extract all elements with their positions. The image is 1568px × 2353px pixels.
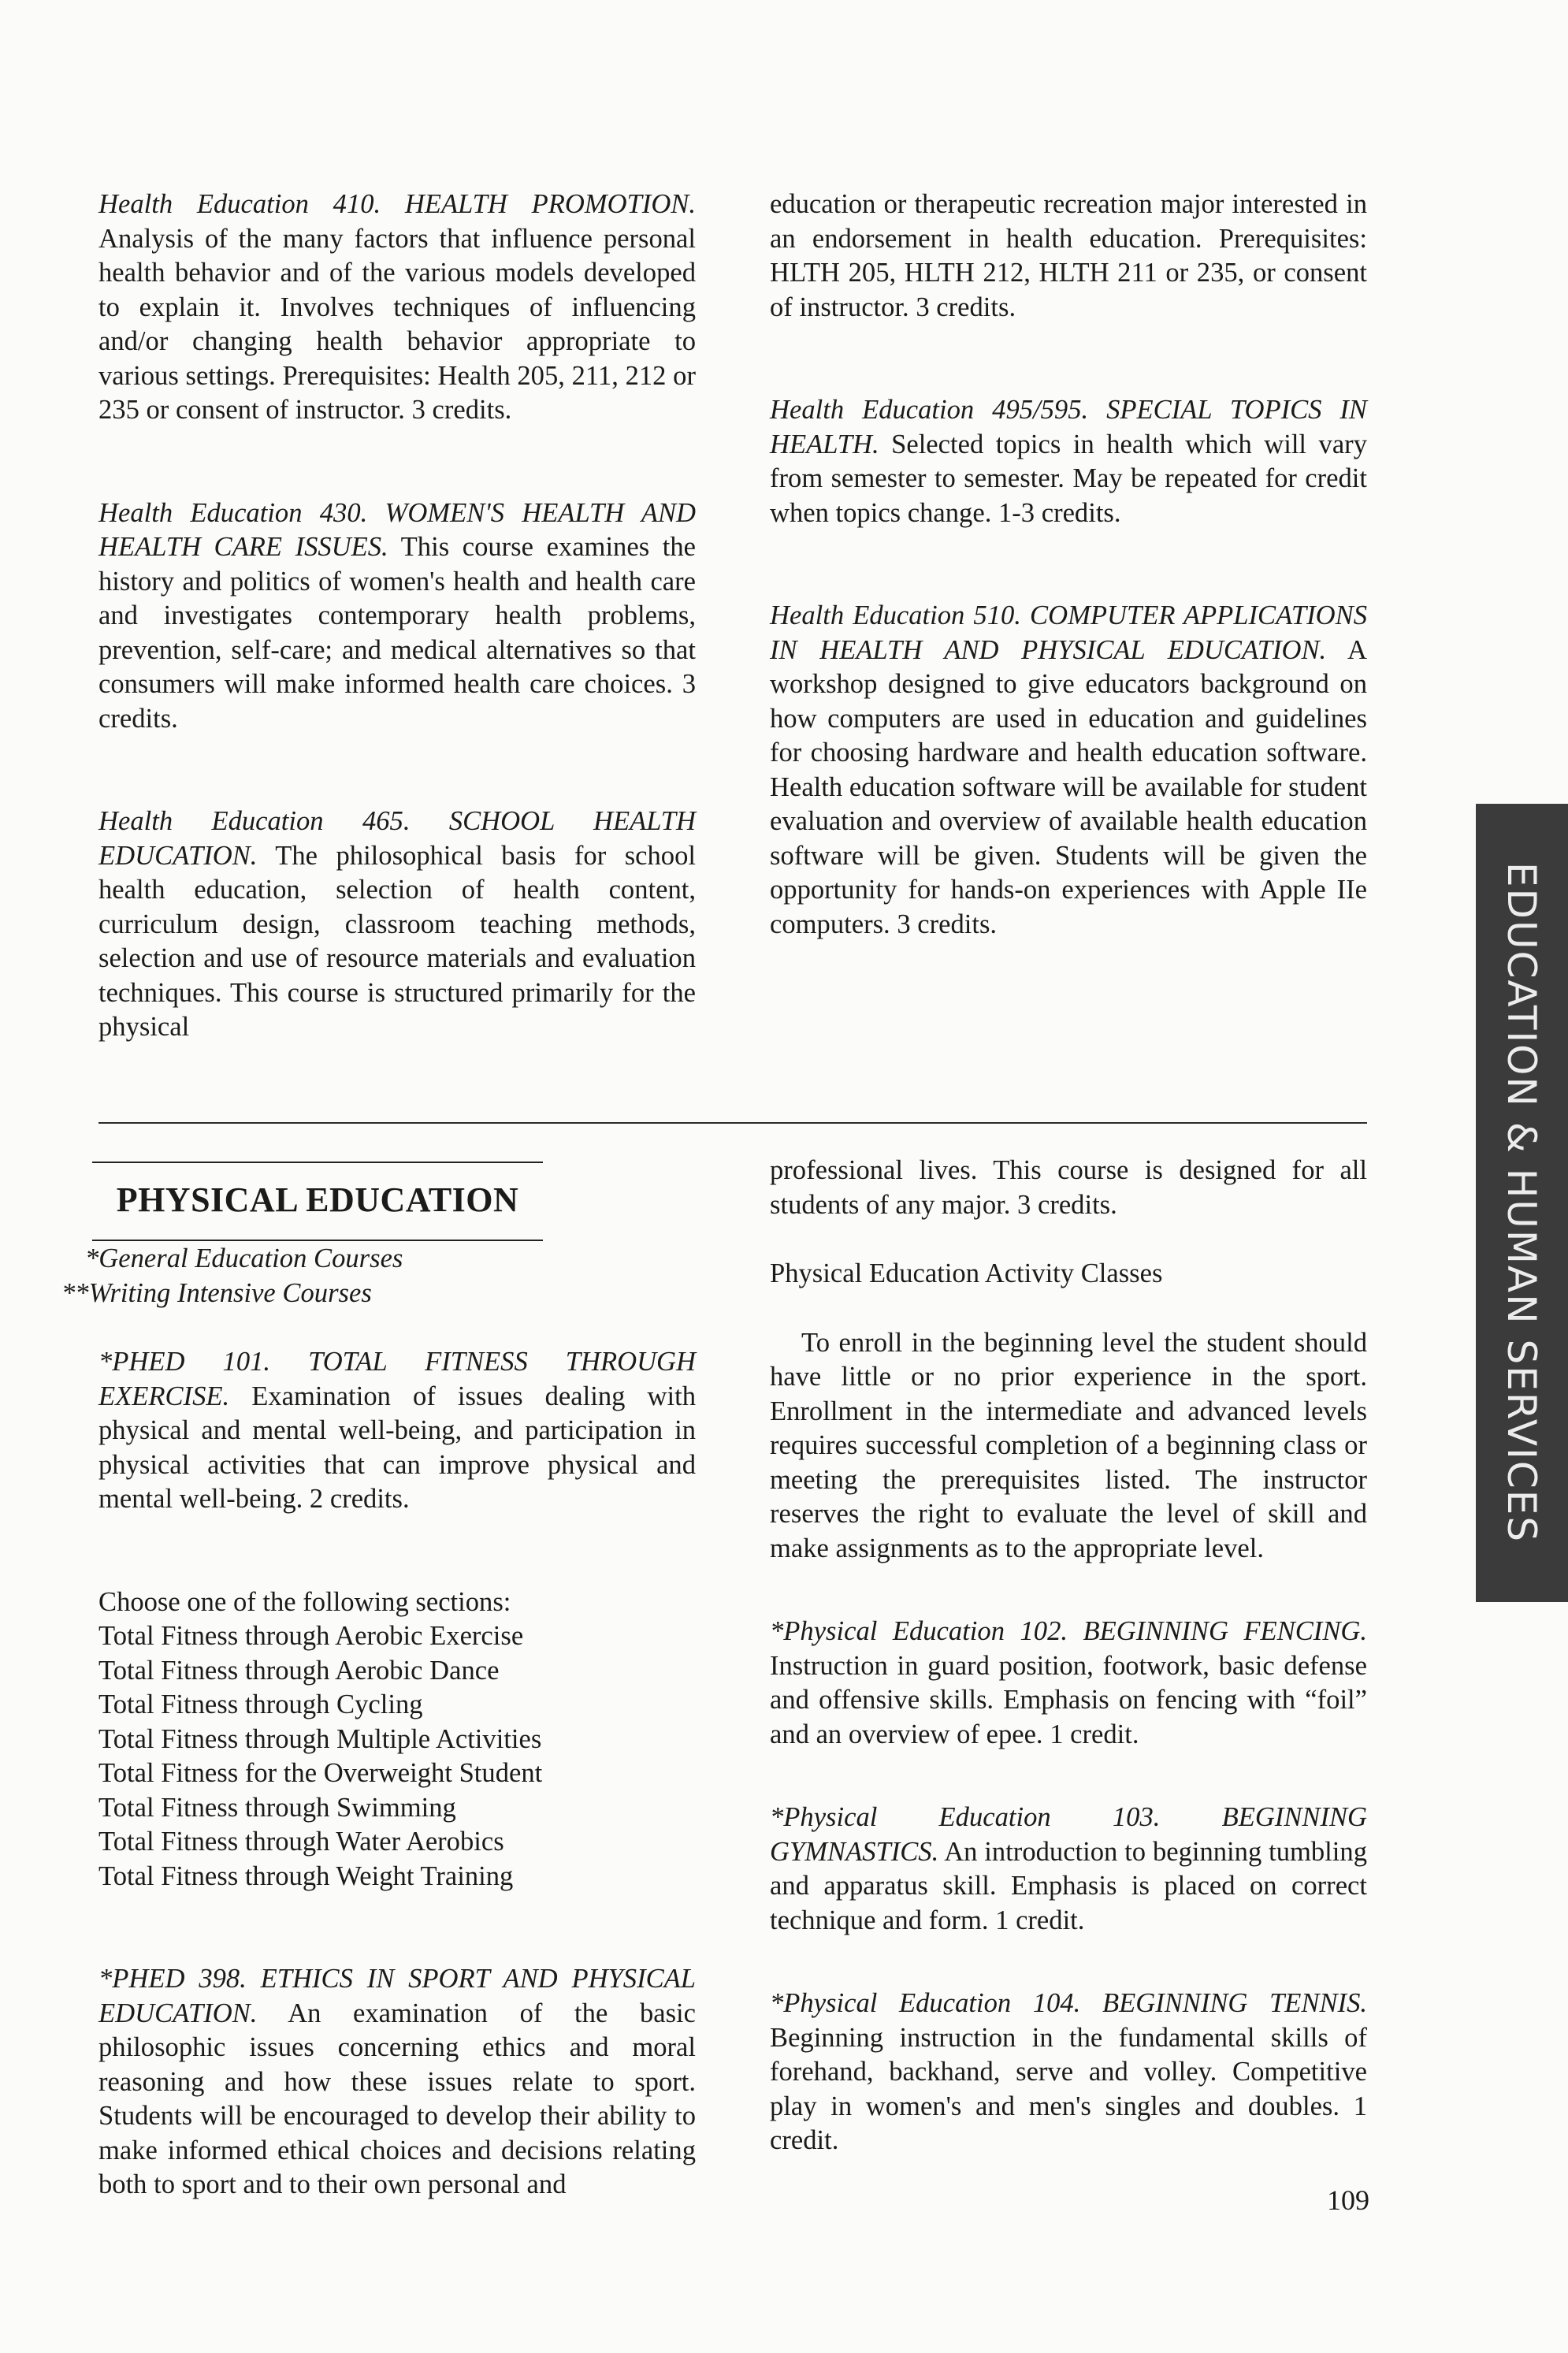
sections-list [98, 1585, 696, 1894]
course-title: Health Education 510. COMPUTER APPLICATIONS IN HEALTH AND PHYSICAL EDUCATION. [770, 600, 1367, 665]
list-item: Total Fitness through Multiple Activities [98, 1723, 542, 1754]
course-description: An introduction to beginning tumbling and apparatus skill. Emphasis is placed on correct technique and form. 1 credit. [770, 1836, 1367, 1935]
section-divider [98, 1122, 1367, 1124]
list-item: Total Fitness through Weight Training [98, 1860, 514, 1891]
course-entry-hlth465 [98, 805, 696, 1045]
activity-classes-intro: To enroll in the beginning level the student should have little or no prior experience in the sport. Enrollment in the intermediate and advanced levels requires successful completion of a beginning class or meeting the prerequisites listed. The instructor reserves the right to evaluate the level of skill and make assignments as to the appropriate level. [770, 1327, 1367, 1563]
top-left-column [98, 188, 696, 1045]
course-description: An examination of the basic philosophic issues concerning ethics and moral reasoning and how these issues relate to sport. Students will be encouraged to develop their ability to make informed ethical choices and decisions relating both to sport and to their own personal and [98, 1998, 696, 2199]
course-description: Selected topics in health which will vary from semester to semester. May be repeated for credit when topics change. 1-3 credits. [770, 429, 1367, 528]
course-title: Health Education 430. WOMEN'S HEALTH AND HEALTH CARE ISSUES. [98, 497, 696, 562]
legend-general-education: *General Education Courses [85, 1243, 403, 1273]
course-continuation: education or therapeutic recreation major interested in an endorsement in health education. Prerequisites: HLTH 205, HLTH 212, HLTH 211 or 235, or consent of instructor. 3 credits. [770, 189, 1367, 322]
course-title: Health Education 410. HEALTH PROMOTION. [98, 189, 696, 219]
course-entry-hlth495 [770, 393, 1367, 530]
course-title: *Physical Education 102. BEGINNING FENCING. [770, 1616, 1367, 1646]
course-continuation: professional lives. This course is designed for all students of any major. 3 credits. [770, 1155, 1367, 1220]
section-heading-box [92, 1162, 543, 1241]
sections-intro: Choose one of the following sections: [98, 1586, 511, 1617]
course-entry-pe102 [770, 1615, 1367, 1752]
course-entry-phed398 [98, 1962, 696, 2202]
course-entry-hlth430 [98, 496, 696, 737]
list-item: Total Fitness for the Overweight Student [98, 1758, 543, 1788]
course-title: *PHED 101. TOTAL FITNESS THROUGH EXERCISE. [98, 1347, 696, 1411]
course-entry-pe103 [770, 1801, 1367, 1938]
bottom-left-column [98, 1345, 696, 2202]
course-description: The philosophical basis for school health education, selection of health content, curriculum design, classroom teaching methods, selection and use of resource materials and evaluation techniques. This course is structured primarily for the physical [98, 840, 696, 1042]
list-item: Total Fitness through Cycling [98, 1689, 423, 1719]
top-right-column [770, 188, 1367, 942]
course-title: Health Education 495/595. SPECIAL TOPICS IN HEALTH. [770, 395, 1367, 459]
course-description: This course examines the history and politics of women's health and health care and investigates contemporary health problems, prevention, self-care; and medical alternatives so that consumers will make informed health care choices. 3 credits. [98, 532, 696, 734]
course-description: Examination of issues dealing with physical and mental well-being, and participation in physical activities that can improve physical and mental well-being. 2 credits. [98, 1381, 696, 1514]
course-description: Analysis of the many factors that influence personal health behavior and of the various models developed to explain it. Involves techniques of influencing and/or changing health behavior appropriate to various settings. Prerequisites: Health 205, 211, 212 or 235 or consent of instructor. 3 credits. [98, 223, 696, 425]
course-title: *Physical Education 103. BEGINNING GYMNASTICS. [770, 1802, 1367, 1867]
section-tab [1476, 804, 1568, 1602]
list-item: Total Fitness through Aerobic Dance [98, 1655, 500, 1686]
course-description: Instruction in guard position, footwork, basic defense and offensive skills. Emphasis on fencing with “foil” and an overview of epee. 1 credit. [770, 1650, 1367, 1749]
course-title: *PHED 398. ETHICS IN SPORT AND PHYSICAL EDUCATION. [98, 1964, 696, 2028]
course-entry-phed101 [98, 1345, 696, 1517]
legend-writing-intensive: **Writing Intensive Courses [61, 1277, 372, 1308]
list-item: Total Fitness through Swimming [98, 1792, 456, 1823]
course-entry-pe104 [770, 1987, 1367, 2158]
course-legend [61, 1242, 692, 1310]
course-description: Beginning instruction in the fundamental skills of forehand, backhand, serve and volley. Competitive play in women's and men's singles and doubles. 1 credit. [770, 2022, 1367, 2155]
course-description: A workshop designed to give educators background on how computers are used in education and guidelines for choosing hardware and health education software. Health education software will be available for student evaluation and overview of available health education software will be given. Students will be given the opportunity for hands-on experiences with Apple IIe computers. 3 credits. [770, 634, 1367, 939]
course-title: Health Education 465. SCHOOL HEALTH EDUCATION. [98, 806, 696, 871]
section-tab-label: EDUCATION & HUMAN SERVICES [1499, 861, 1544, 1544]
course-title: *Physical Education 104. BEGINNING TENNIS. [770, 1988, 1367, 2018]
page-number: 109 [1327, 2184, 1369, 2216]
course-entry-hlth510 [770, 599, 1367, 942]
list-item: Total Fitness through Water Aerobics [98, 1827, 504, 1857]
list-item: Total Fitness through Aerobic Exercise [98, 1621, 524, 1651]
section-title: PHYSICAL EDUCATION [116, 1180, 519, 1219]
bottom-right-column [770, 1154, 1367, 2158]
course-entry-hlth410 [98, 188, 696, 428]
activity-classes-heading: Physical Education Activity Classes [770, 1258, 1163, 1288]
